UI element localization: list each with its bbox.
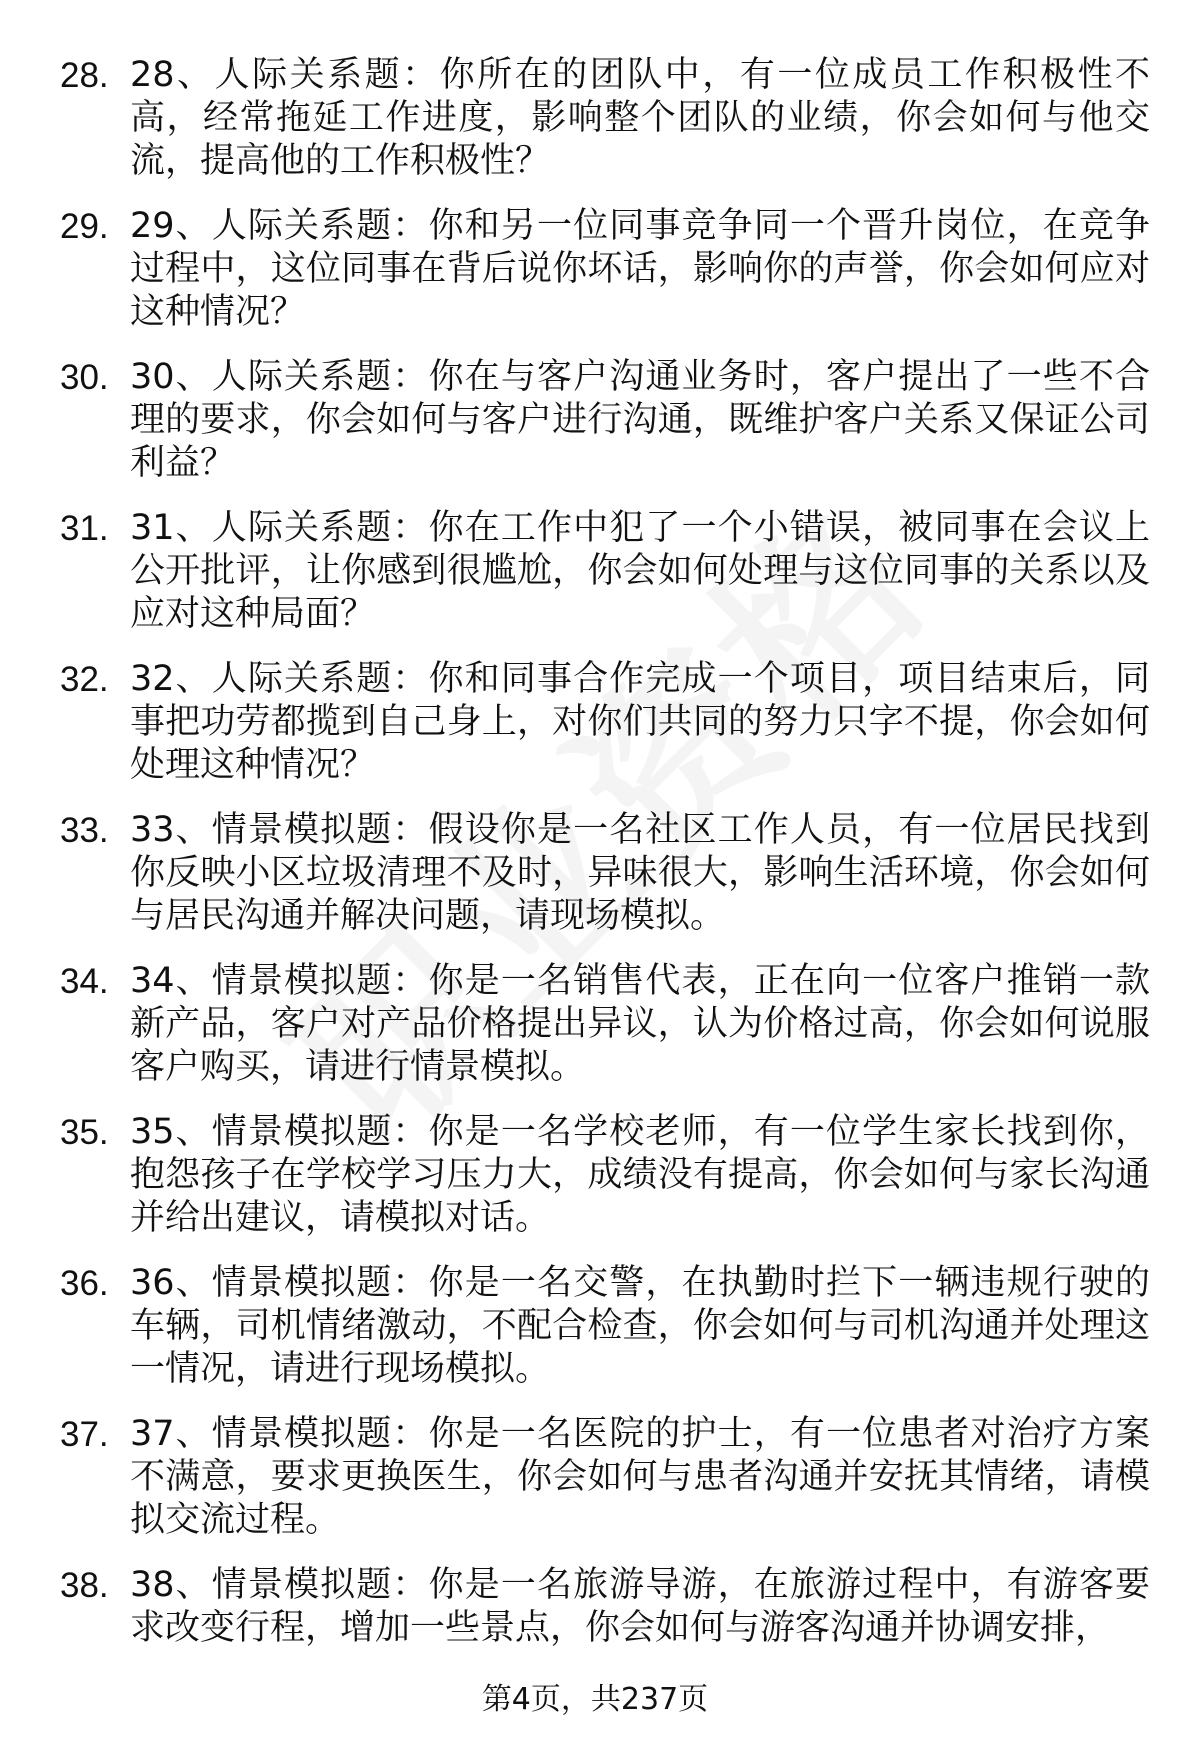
question-number: 32. <box>60 660 109 699</box>
question-number: 29. <box>60 207 109 246</box>
page-number-footer: 第4页，共237页 <box>481 1682 709 1717</box>
question-item <box>60 1111 1150 1240</box>
question-list <box>60 54 1150 1715</box>
question-number: 38. <box>60 1566 109 1605</box>
question-text: 35、情景模拟题：你是一名学校老师，有一位学生家长找到你，抱怨孩子在学校学习压力大，成绩没有提高，你会如何与家长沟通并给出建议，请模拟对话。 <box>130 1112 1150 1238</box>
question-text: 34、情景模拟题：你是一名销售代表，正在向一位客户推销一款新产品，客户对产品价格提出异议，认为价格过高，你会如何说服客户购买，请进行情景模拟。 <box>130 961 1150 1087</box>
question-text: 30、人际关系题：你在与客户沟通业务时，客户提出了一些不合理的要求，你会如何与客户进行沟通，既维护客户关系又保证公司利益？ <box>130 357 1150 483</box>
question-text: 29、人际关系题：你和另一位同事竞争同一个晋升岗位，在竞争过程中，这位同事在背后说你坏话，影响你的声誉，你会如何应对这种情况？ <box>130 206 1150 332</box>
question-text: 37、情景模拟题：你是一名医院的护士，有一位患者对治疗方案不满意，要求更换医生，你会如何与患者沟通并安抚其情绪，请模拟交流过程。 <box>130 1414 1150 1540</box>
question-number: 34. <box>60 962 109 1001</box>
question-item <box>60 1564 1150 1693</box>
question-text: 28、人际关系题：你所在的团队中，有一位成员工作积极性不高，经常拖延工作进度，影响整个团队的业绩，你会如何与他交流，提高他的工作积极性？ <box>130 55 1150 181</box>
question-number: 37. <box>60 1415 109 1454</box>
question-number: 36. <box>60 1264 109 1303</box>
question-item <box>60 356 1150 485</box>
question-item <box>60 54 1150 183</box>
question-text: 33、情景模拟题：假设你是一名社区工作人员，有一位居民找到你反映小区垃圾清理不及时，异味很大，影响生活环境，你会如何与居民沟通并解决问题，请现场模拟。 <box>130 810 1150 936</box>
question-text: 31、人际关系题：你在工作中犯了一个小错误，被同事在会议上公开批评，让你感到很尴尬，你会如何处理与这位同事的关系以及应对这种局面？ <box>130 508 1150 634</box>
question-item <box>60 658 1150 787</box>
question-item <box>60 809 1150 938</box>
question-item <box>60 1413 1150 1542</box>
question-number: 30. <box>60 358 109 397</box>
question-item <box>60 960 1150 1089</box>
question-text: 38、情景模拟题：你是一名旅游导游，在旅游过程中，有游客要求改变行程，增加一些景点，你会如何与游客沟通并协调安排， <box>130 1565 1150 1648</box>
question-number: 28. <box>60 56 109 95</box>
question-number: 33. <box>60 811 109 850</box>
question-number: 31. <box>60 509 109 548</box>
question-number: 35. <box>60 1113 109 1152</box>
question-text: 32、人际关系题：你和同事合作完成一个项目，项目结束后，同事把功劳都揽到自己身上，对你们共同的努力只字不提，你会如何处理这种情况？ <box>130 659 1150 785</box>
question-text: 36、情景模拟题：你是一名交警，在执勤时拦下一辆违规行驶的车辆，司机情绪激动，不配合检查，你会如何与司机沟通并处理这一情况，请进行现场模拟。 <box>130 1263 1150 1389</box>
question-item <box>60 1262 1150 1391</box>
question-item <box>60 507 1150 636</box>
question-item <box>60 205 1150 334</box>
